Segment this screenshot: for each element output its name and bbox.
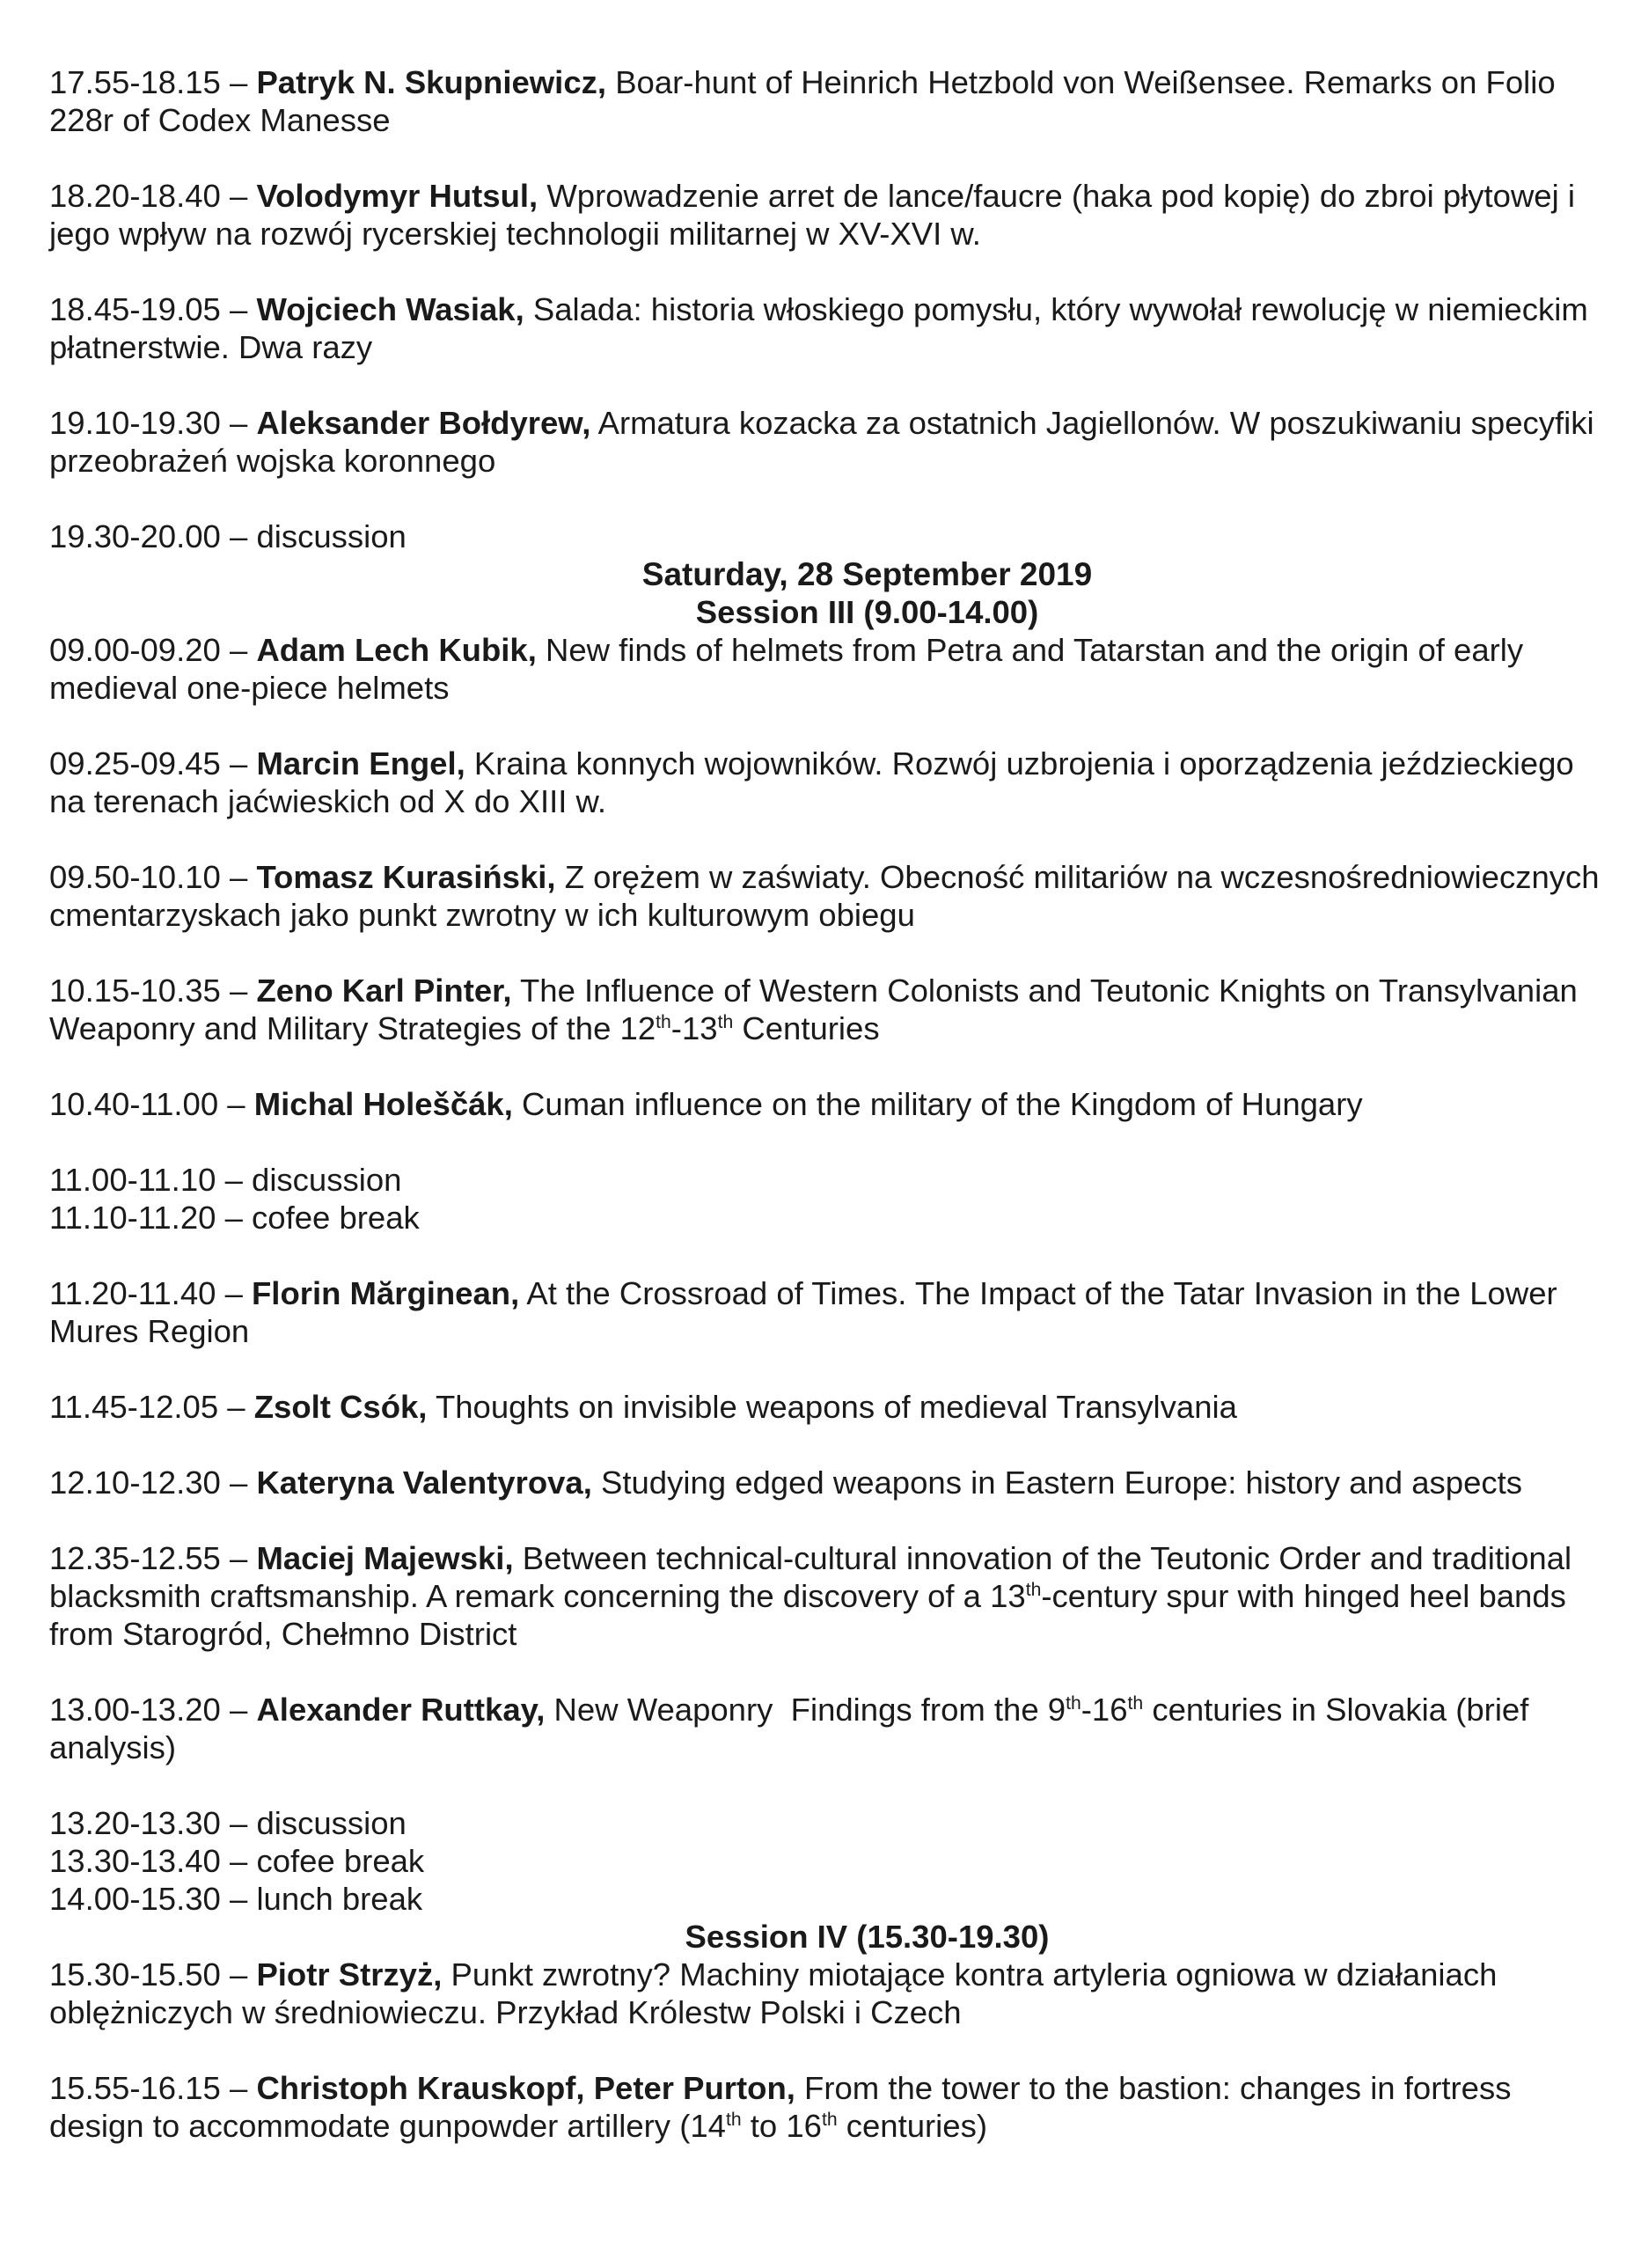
entry-time: 17.55-18.15 <box>49 64 221 100</box>
talk-title: Kraina konnych wojowników. Rozwój uzbrojenia i oporządzenia jeździeckiego na terenach jaćwieskich od X do XIII w. <box>49 745 1574 819</box>
talk-title: Boar-hunt of Heinrich Hetzbold von Weißensee. Remarks on Folio 228r of Codex Manesse <box>49 64 1556 138</box>
talk-title: At the Crossroad of Times. The Impact of the Tatar Invasion in the Lower Mures Region <box>49 1275 1557 1349</box>
entry-label: discussion <box>256 518 407 554</box>
talk-title: Armatura kozacka za ostatnich Jagiellonów. W poszukiwaniu specyfiki przeobrażeń wojska koronnego <box>49 405 1594 479</box>
entry-time: 14.00-15.30 <box>49 1881 221 1917</box>
speaker-name: Piotr Strzyż, <box>256 1956 443 1993</box>
entry-time: 13.30-13.40 <box>49 1843 221 1879</box>
programme-entry: 13.00-13.20 – Alexander Ruttkay, New Weaponry Findings from the 9th-16th centuries in Slovakia (brief analysis) <box>49 1692 1529 1765</box>
entry-time: 11.00-11.10 <box>49 1162 216 1198</box>
speaker-name: Florin Mărginean, <box>252 1275 520 1311</box>
entry-label: cofee break <box>256 1843 425 1879</box>
speaker-name: Alexander Ruttkay, <box>256 1692 546 1728</box>
speaker-name: Zeno Karl Pinter, <box>256 973 512 1009</box>
entry-time: 11.10-11.20 <box>49 1200 216 1236</box>
title-part: The Influence of Western Colonists and Teutonic Knights on Transylvanian Weaponry and Military Strategies of the 12 <box>49 973 1578 1046</box>
entry-time: 18.20-18.40 <box>49 178 221 214</box>
talk-title: Salada: historia włoskiego pomysłu, który wywołał rewolucję w niemieckim płatnerstwie. Dwa razy <box>49 291 1588 365</box>
programme-entry: 15.55-16.15 – Christoph Krauskopf, Peter Purton, From the tower to the bastion: changes in fortress design to accommodate gunpowder artillery (14th to 16th centuries) <box>49 2070 1512 2144</box>
programme-entry: 09.25-09.45 – Marcin Engel, Kraina konnych wojowników. Rozwój uzbrojenia i oporządzenia jeździeckiego na terenach jaćwieskich od X do XIII w. <box>49 745 1574 819</box>
discussion-entry: 11.00-11.10 – discussion <box>49 1162 402 1198</box>
programme-entry: 15.30-15.50 – Piotr Strzyż, Punkt zwrotny? Machiny miotające kontra artyleria ogniowa w działaniach oblężniczych w średniowieczu. Przykład Królestw Polski i Czech <box>49 1956 1498 2030</box>
ordinal-suffix: th <box>725 2109 742 2130</box>
talk-title: Studying edged weapons in Eastern Europe: history and aspects <box>601 1464 1523 1501</box>
day-heading: Saturday, 28 September 2019 <box>641 556 1093 592</box>
talk-title: New finds of helmets from Petra and Tatarstan and the origin of early medieval one-piece helmets <box>49 632 1524 706</box>
speaker-name: Aleksander Bołdyrew, <box>256 405 591 441</box>
talk-title: Thoughts on invisible weapons of medieval Transylvania <box>435 1389 1237 1425</box>
discussion-entry: 13.20-13.30 – discussion <box>49 1805 407 1841</box>
programme-entry: 18.20-18.40 – Volodymyr Hutsul, Wprowadzenie arret de lance/faucre (haka pod kopię) do zbroi płytowej i jego wpływ na rozwój rycerskiej technologii militarnej w XV-XVI w. <box>49 178 1575 252</box>
talk-title: Z orężem w zaświaty. Obecność militariów na wczesnośredniowiecznych cmentarzyskach jako punkt zwrotny w ich kulturowym obiegu <box>49 859 1600 933</box>
speaker-name: Patryk N. Skupniewicz, <box>256 64 607 100</box>
programme-entry: 09.50-10.10 – Tomasz Kurasiński, Z orężem w zaświaty. Obecność militariów na wczesnośredniowiecznych cmentarzyskach jako punkt zwrotny w ich kulturowym obiegu <box>49 859 1600 933</box>
entry-time: 12.35-12.55 <box>49 1540 221 1576</box>
speaker-name: Tomasz Kurasiński, <box>256 859 556 895</box>
programme-entry: 19.10-19.30 – Aleksander Bołdyrew, Armatura kozacka za ostatnich Jagiellonów. W poszukiwaniu specyfiki przeobrażeń wojska koronnego <box>49 405 1594 479</box>
entry-time: 18.45-19.05 <box>49 291 221 327</box>
talk-title: Wprowadzenie arret de lance/faucre (haka pod kopię) do zbroi płytowej i jego wpływ na rozwój rycerskiej technologii militarnej w XV-XVI w. <box>49 178 1575 252</box>
title-part: -century spur with hinged heel bands from Starogród, Chełmno District <box>49 1578 1566 1652</box>
title-part: centuries in Slovakia (brief analysis) <box>49 1692 1529 1765</box>
break-entry: 11.10-11.20 – cofee break <box>49 1200 420 1236</box>
speaker-name: Marcin Engel, <box>256 745 465 782</box>
programme-entry: 17.55-18.15 – Patryk N. Skupniewicz, Boar-hunt of Heinrich Hetzbold von Weißensee. Remarks on Folio 228r of Codex Manesse <box>49 64 1556 138</box>
talk-title: Punkt zwrotny? Machiny miotające kontra artyleria ogniowa w działaniach oblężniczych w średniowieczu. Przykład Królestw Polski i Czech <box>49 1956 1498 2030</box>
title-part: From the tower to the bastion: changes in fortress design to accommodate gunpowder artillery (14 <box>49 2070 1512 2144</box>
break-entry: 13.30-13.40 – cofee break <box>49 1843 425 1879</box>
programme-entry: 11.45-12.05 – Zsolt Csók, Thoughts on invisible weapons of medieval Transylvania <box>49 1389 1237 1425</box>
entry-label: lunch break <box>256 1881 423 1917</box>
ordinal-suffix: th <box>1066 1692 1081 1714</box>
entry-time: 13.20-13.30 <box>49 1805 221 1841</box>
entry-time: 19.10-19.30 <box>49 405 221 441</box>
programme-entry: 12.10-12.30 – Kateryna Valentyrova, Studying edged weapons in Eastern Europe: history and aspects <box>49 1464 1523 1501</box>
ordinal-suffix: th <box>1127 1692 1144 1714</box>
title-part: -13 <box>670 1010 718 1046</box>
programme-entry: 12.35-12.55 – Maciej Majewski, Between technical-cultural innovation of the Teutonic Order and traditional blacksmith craftsmanship. A remark concerning the discovery of a 13th-century spur with hinged heel bands from Starogród, Chełmno District <box>49 1540 1572 1652</box>
discussion-entry: 19.30-20.00 – discussion <box>49 518 407 554</box>
entry-time: 13.00-13.20 <box>49 1692 221 1728</box>
entry-time: 09.50-10.10 <box>49 859 221 895</box>
session-heading: Session IV (15.30-19.30) <box>685 1919 1050 1955</box>
speaker-name: Wojciech Wasiak, <box>256 291 524 327</box>
ordinal-suffix: th <box>821 2109 838 2130</box>
entry-time: 15.55-16.15 <box>49 2070 221 2106</box>
entry-label: cofee break <box>252 1200 420 1236</box>
speaker-name: Volodymyr Hutsul, <box>256 178 538 214</box>
speaker-name: Adam Lech Kubik, <box>256 632 537 668</box>
title-part: centuries) <box>837 2108 987 2144</box>
programme-entry: 10.40-11.00 – Michal Holeščák, Cuman influence on the military of the Kingdom of Hungary <box>49 1086 1363 1122</box>
programme-entry: 18.45-19.05 – Wojciech Wasiak, Salada: historia włoskiego pomysłu, który wywołał rewolucję w niemieckim płatnerstwie. Dwa razy <box>49 291 1588 365</box>
title-part: Between technical-cultural innovation of the Teutonic Order and traditional blacksmith craftsmanship. A remark concerning the discovery of a 13 <box>49 1540 1572 1614</box>
speaker-name: Zsolt Csók, <box>253 1389 428 1425</box>
ordinal-suffix: th <box>717 1011 734 1032</box>
ordinal-suffix: th <box>1025 1579 1042 1600</box>
title-part: to 16 <box>741 2108 822 2144</box>
title-part: New Weaponry Findings from the 9 <box>553 1692 1066 1728</box>
entry-time: 11.45-12.05 <box>49 1389 219 1425</box>
speaker-name: Maciej Majewski, <box>256 1540 514 1576</box>
entry-time: 10.15-10.35 <box>49 973 221 1009</box>
programme-entry: 10.15-10.35 – Zeno Karl Pinter, The Influence of Western Colonists and Teutonic Knights on Transylvanian Weaponry and Military Strategies of the 12th-13th Centuries <box>49 973 1578 1046</box>
talk-title: Cuman influence on the military of the Kingdom of Hungary <box>522 1086 1363 1122</box>
entry-time: 12.10-12.30 <box>49 1464 221 1501</box>
entry-label: discussion <box>252 1162 402 1198</box>
ordinal-suffix: th <box>656 1011 671 1032</box>
speaker-name: Kateryna Valentyrova, <box>256 1464 592 1501</box>
programme-entry: 11.20-11.40 – Florin Mărginean, At the Crossroad of Times. The Impact of the Tatar Invasion in the Lower Mures Region <box>49 1275 1557 1349</box>
break-entry: 14.00-15.30 – lunch break <box>49 1881 423 1917</box>
entry-time: 10.40-11.00 <box>49 1086 219 1122</box>
entry-time: 15.30-15.50 <box>49 1956 221 1993</box>
speaker-name: Christoph Krauskopf, Peter Purton, <box>256 2070 795 2106</box>
entry-label: discussion <box>256 1805 407 1841</box>
entry-time: 09.00-09.20 <box>49 632 221 668</box>
title-part: -16 <box>1081 1692 1128 1728</box>
entry-time: 09.25-09.45 <box>49 745 221 782</box>
title-part: Centuries <box>733 1010 880 1046</box>
programme-entry: 09.00-09.20 – Adam Lech Kubik, New finds of helmets from Petra and Tatarstan and the origin of early medieval one-piece helmets <box>49 632 1524 706</box>
entry-time: 19.30-20.00 <box>49 518 221 554</box>
entry-time: 11.20-11.40 <box>49 1275 216 1311</box>
session-heading: Session III (9.00-14.00) <box>695 594 1039 630</box>
speaker-name: Michal Holeščák, <box>253 1086 513 1122</box>
